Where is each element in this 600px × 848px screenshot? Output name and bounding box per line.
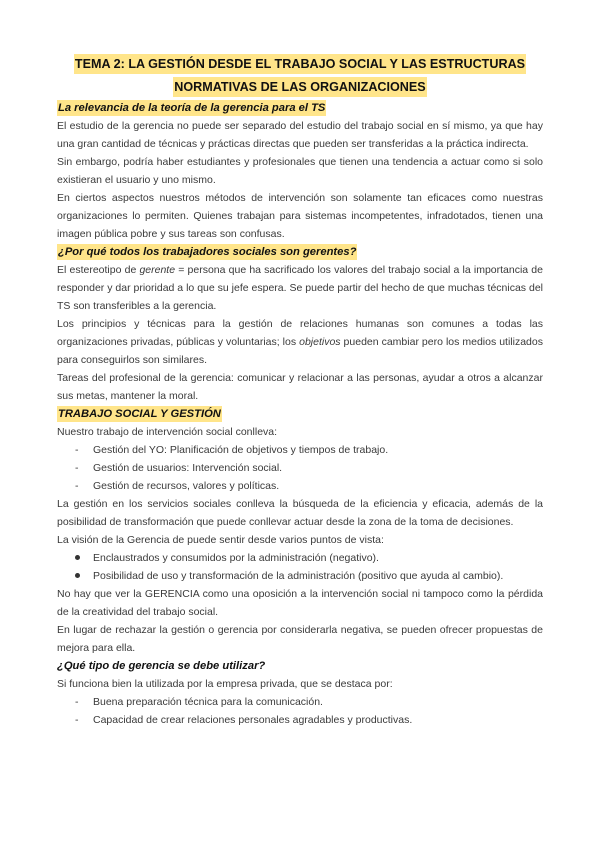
bullet-icon xyxy=(75,549,85,567)
paragraph: Sin embargo, podría haber estudiantes y profesionales que tienen una tendencia a actuar como si solo existieran el usuario y uno mismo. xyxy=(57,156,543,186)
paragraph: La gestión en los servicios sociales conlleva la búsqueda de la eficiencia y eficacia, además de la posibilidad de transformación que puede conllevar actuar desde la zona de la toma de decisiones. xyxy=(57,498,543,528)
list-item: - Buena preparación técnica para la comunicación. xyxy=(57,693,543,711)
bullet-icon xyxy=(75,567,85,585)
dash-marker: - xyxy=(75,444,79,456)
list-item: - Gestión de usuarios: Intervención social. xyxy=(57,459,543,477)
section-heading-trabajo-social-gestion: TRABAJO SOCIAL Y GESTIÓN xyxy=(58,408,221,420)
dash-marker: - xyxy=(75,696,79,708)
document-content xyxy=(57,53,543,729)
document-title-line-2: NORMATIVAS DE LAS ORGANIZACIONES xyxy=(57,76,543,99)
section-heading-gerencia-relevancia: La relevancia de la teoría de la gerencia para el TS xyxy=(58,102,326,114)
dash-list xyxy=(57,693,543,729)
paragraph: No hay que ver la GERENCIA como una oposición a la intervención social ni tampoco como la pérdida de la creatividad del trabajo social. xyxy=(57,588,543,618)
bullet-list xyxy=(57,549,543,585)
paragraph: Los principios y técnicas para la gestión de relaciones humanas son comunes a todas las organizaciones privadas, públicas y voluntarias; los objetivos pueden cambiar pero los medios utilizados para conseguirlos son similares. xyxy=(57,318,543,366)
document-title-line-1: TEMA 2: LA GESTIÓN DESDE EL TRABAJO SOCIAL Y LAS ESTRUCTURAS xyxy=(57,53,543,76)
section-heading-trabajadores-gerentes: ¿Por qué todos los trabajadores sociales son gerentes? xyxy=(58,246,357,258)
list-item: Enclaustrados y consumidos por la administración (negativo). xyxy=(57,549,543,567)
paragraph: Si funciona bien la utilizada por la empresa privada, que se destaca por: xyxy=(57,678,393,690)
paragraph: La visión de la Gerencia de puede sentir desde varios puntos de vista: xyxy=(57,534,384,546)
paragraph: Tareas del profesional de la gerencia: comunicar y relacionar a las personas, ayudar a otros a alcanzar sus metas, mantener la moral. xyxy=(57,372,543,402)
dash-marker: - xyxy=(75,462,79,474)
paragraph: El estereotipo de gerente = persona que ha sacrificado los valores del trabajo social a la importancia de responder y dar prioridad a lo que su jefe espera. Se puede partir del hecho de que muchas técnicas del TS son transferibles a la gerencia. xyxy=(57,264,543,312)
list-item: - Gestión del YO: Planificación de objetivos y tiempos de trabajo. xyxy=(57,441,543,459)
section-heading-tipo-gerencia: ¿Qué tipo de gerencia se debe utilizar? xyxy=(57,660,266,672)
paragraph: El estudio de la gerencia no puede ser separado del estudio del trabajo social en sí mismo, ya que hay una gran cantidad de técnicas y prácticas directas que pueden ser transferidas a la práctica indirecta. xyxy=(57,120,543,150)
dash-marker: - xyxy=(75,714,79,726)
list-item: - Gestión de recursos, valores y políticas. xyxy=(57,477,543,495)
paragraph: Nuestro trabajo de intervención social conlleva: xyxy=(57,426,278,438)
list-item: - Capacidad de crear relaciones personales agradables y productivas. xyxy=(57,711,543,729)
dash-list xyxy=(57,441,543,495)
paragraph: En ciertos aspectos nuestros métodos de intervención son solamente tan eficaces como nuestras organizaciones lo permiten. Quienes trabajan para sistemas incompetentes, infradotados, tienen una imagen pública pobre y sus tareas son confusas. xyxy=(57,192,543,240)
list-item: Posibilidad de uso y transformación de la administración (positivo que ayuda al cambio). xyxy=(57,567,543,585)
paragraph: En lugar de rechazar la gestión o gerencia por considerarla negativa, se pueden ofrecer propuestas de mejora para ella. xyxy=(57,624,543,654)
dash-marker: - xyxy=(75,480,79,492)
